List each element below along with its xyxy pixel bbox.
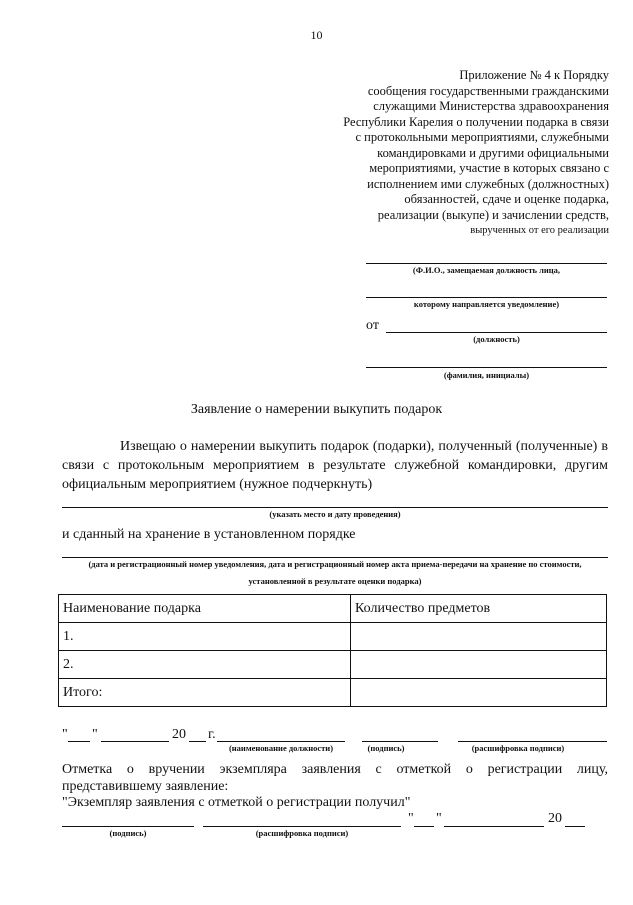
receipt-signature-caption: (подпись) <box>109 828 147 838</box>
name-line[interactable] <box>366 367 607 368</box>
date-year-line[interactable] <box>189 741 206 742</box>
date-month-line[interactable] <box>101 741 169 742</box>
receipt-quote-open: " <box>408 811 414 826</box>
position-line[interactable] <box>386 332 607 333</box>
date-day-line[interactable] <box>68 741 90 742</box>
table-cell-quantity[interactable] <box>351 623 607 651</box>
position-sign-line[interactable] <box>217 741 345 742</box>
name-caption: (фамилия, инициалы) <box>443 370 530 380</box>
receipt-year-prefix: 20 <box>548 811 562 826</box>
header-quantity: Количество предметов <box>351 595 607 623</box>
signature-caption: (подпись) <box>367 743 405 753</box>
gifts-table <box>58 594 607 707</box>
appendix-line: реализации (выкупе) и зачислении средств, <box>377 207 609 222</box>
position-sign-caption: (наименование должности) <box>228 743 334 753</box>
appendix-line: обязанностей, сдаче и оценке подарка, <box>404 192 609 206</box>
statement-paragraph <box>62 437 608 494</box>
signature-line[interactable] <box>362 741 438 742</box>
addressee-caption-2: которому направляется уведомление) <box>413 299 560 309</box>
statement-text: Извещаю о намерении выкупить подарок (подарки), полученный (полученные) в связи с протокольным мероприятием в результате служебной командировки, другим официальным мероприятием (нужное подчеркнуть) <box>62 439 608 492</box>
from-label: от <box>366 318 379 333</box>
receipt-decoding-line[interactable] <box>203 826 401 827</box>
document-title: Заявление о намерении выкупить подарок <box>190 402 443 417</box>
appendix-line: мероприятиями, участие в которых связано с <box>369 161 609 175</box>
table-row <box>59 679 607 707</box>
receipt-quote-close: " <box>436 811 442 826</box>
place-date-line[interactable] <box>62 507 608 508</box>
storage-text: и сданный на хранение в установленном порядке <box>62 527 356 542</box>
place-date-caption: (указать место и дату проведения) <box>269 509 401 519</box>
receipt-month-line[interactable] <box>444 826 544 827</box>
addressee-line-1[interactable] <box>366 263 607 264</box>
decoding-caption: (расшифровка подписи) <box>471 743 565 753</box>
receipt-signature-line[interactable] <box>62 826 194 827</box>
header-gift-name: Наименование подарка <box>59 595 351 623</box>
table-header-row <box>59 595 607 623</box>
appendix-line: сообщения государственными гражданскими <box>367 83 609 98</box>
receipt-decoding-caption: (расшифровка подписи) <box>255 828 349 838</box>
addressee-line-2[interactable] <box>366 297 607 298</box>
table-cell-total-quantity[interactable] <box>351 679 607 707</box>
appendix-line: вырученных от его реализации <box>470 225 609 236</box>
table-cell-quantity[interactable] <box>351 651 607 679</box>
receipt-year-line[interactable] <box>565 826 585 827</box>
receipt-mark-text: Отметка о вручении экземпляра заявления с отметкой о регистрации лицу, представившему заявление: <box>62 762 608 794</box>
receipt-quote-text: "Экземпляр заявления с отметкой о регистрации получил" <box>62 795 411 810</box>
appendix-line: исполнением ими служебных (должностных) <box>367 176 609 191</box>
act-caption-1: (дата и регистрационный номер уведомления, дата и регистрационный номер акта приема-передачи на хранение по стоимости, <box>88 559 582 569</box>
table-cell-total: Итого: <box>59 679 351 707</box>
appendix-line: командировками и другими официальными <box>377 145 609 160</box>
page-number: 10 <box>310 28 323 42</box>
appendix-line: Приложение № 4 к Порядку <box>459 68 609 82</box>
date-year-prefix: 20 <box>172 727 186 742</box>
date-quote-close: " <box>92 727 98 742</box>
appendix-line: с протокольными мероприятиями, служебными <box>355 130 609 144</box>
table-cell-name[interactable]: 1. <box>59 623 351 651</box>
date-quote-open: " <box>62 727 68 742</box>
appendix-header <box>289 68 609 239</box>
table-row <box>59 651 607 679</box>
table-row <box>59 623 607 651</box>
act-caption-2: установленной в результате оценки подарка) <box>248 576 422 586</box>
addressee-caption-1: (Ф.И.О., замещаемая должность лица, <box>412 265 561 275</box>
table-cell-name[interactable]: 2. <box>59 651 351 679</box>
decoding-line[interactable] <box>458 741 607 742</box>
date-year-suffix: г. <box>208 727 216 742</box>
appendix-line: служащими Министерства здравоохранения <box>373 99 609 113</box>
receipt-day-line[interactable] <box>414 826 434 827</box>
position-caption: (должность) <box>473 334 520 344</box>
appendix-line: Республики Карелия о получении подарка в связи <box>343 114 609 129</box>
act-line[interactable] <box>62 557 608 558</box>
